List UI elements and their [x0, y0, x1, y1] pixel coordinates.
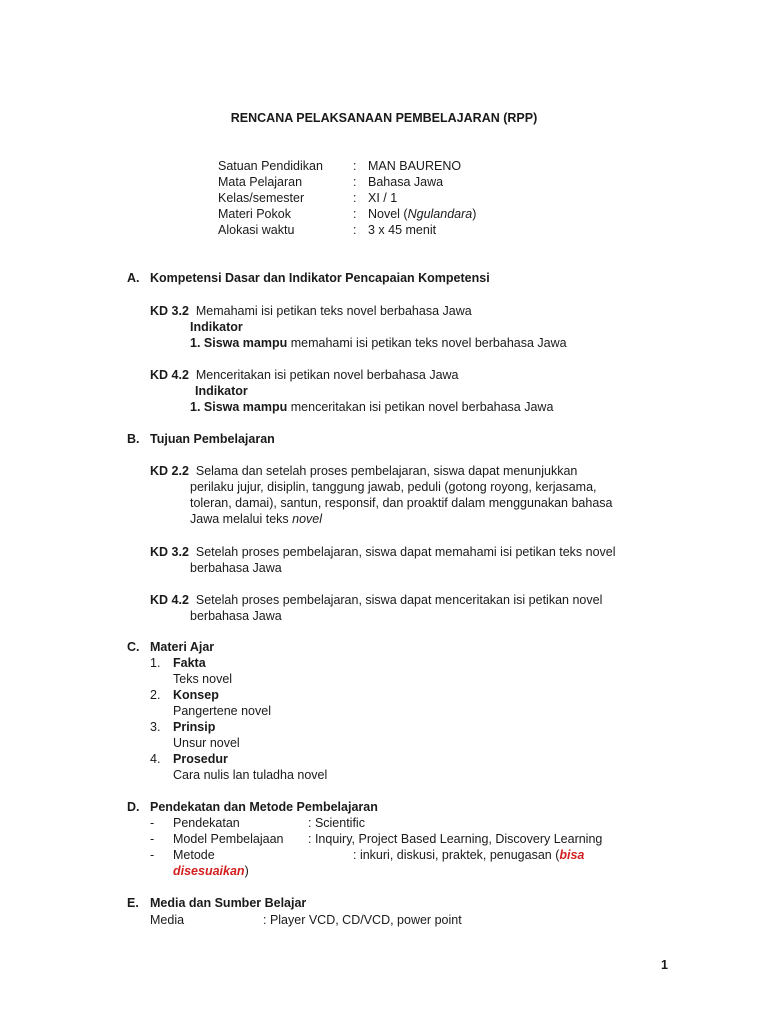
list-number: 2. — [150, 688, 161, 702]
kd-line: KD 2.2 Selama dan setelah proses pembelajaran, siswa dapat menunjukkan — [150, 464, 578, 478]
identity-label: Alokasi waktu — [218, 223, 295, 237]
identity-value: Bahasa Jawa — [368, 175, 444, 189]
identity-value: Novel (Ngulandara) — [368, 207, 477, 221]
method-value: : inkuri, diskusi, praktek, penugasan (bisa — [353, 848, 585, 862]
kd-continuation: toleran, damai), santun, responsif, dan proaktif dalam menggunakan bahasa — [190, 496, 613, 510]
dash-bullet: - — [150, 848, 155, 862]
list-item-desc: Teks novel — [173, 672, 233, 686]
dash-bullet: - — [150, 832, 155, 846]
identity-label: Materi Pokok — [218, 207, 291, 221]
model-label: Model Pembelajaan — [173, 832, 284, 846]
list-item-desc: Cara nulis lan tuladha novel — [173, 768, 328, 782]
identity-label: Satuan Pendidikan — [218, 159, 323, 173]
section-letter: E. — [127, 896, 139, 910]
identity-colon: : — [353, 175, 357, 189]
document-title: RENCANA PELAKSANAAN PEMBELAJARAN (RPP) — [230, 111, 538, 125]
identity-colon: : — [353, 207, 357, 221]
kd-continuation: berbahasa Jawa — [190, 609, 282, 623]
approach-value: : Scientific — [308, 816, 365, 830]
indicator-item: 1. Siswa mampu menceritakan isi petikan novel berbahasa Jawa — [190, 400, 554, 414]
media-value: : Player VCD, CD/VCD, power point — [263, 913, 462, 927]
identity-colon: : — [353, 223, 357, 237]
method-value-cont: disesuaikan) — [173, 864, 249, 878]
approach-label: Pendekatan — [173, 816, 240, 830]
identity-value: MAN BAURENO — [368, 159, 462, 173]
dash-bullet: - — [150, 816, 155, 830]
section-heading: Tujuan Pembelajaran — [150, 432, 275, 446]
section-heading: Kompetensi Dasar dan Indikator Pencapaian Kompetensi — [150, 271, 490, 285]
list-number: 3. — [150, 720, 161, 734]
kd-line: KD 3.2 Memahami isi petikan teks novel berbahasa Jawa — [150, 304, 472, 318]
section-heading: Pendekatan dan Metode Pembelajaran — [150, 800, 378, 814]
list-item-title: Prinsip — [173, 720, 216, 734]
list-item-title: Konsep — [173, 688, 219, 702]
indicator-label: Indikator — [190, 320, 243, 334]
identity-value: 3 x 45 menit — [368, 223, 437, 237]
kd-continuation: berbahasa Jawa — [190, 561, 282, 575]
identity-colon: : — [353, 159, 357, 173]
list-item-desc: Pangertene novel — [173, 704, 271, 718]
list-number: 1. — [150, 656, 161, 670]
page-number: 1 — [661, 958, 668, 972]
method-label: Metode — [173, 848, 215, 862]
identity-value: XI / 1 — [368, 191, 398, 205]
section-letter: B. — [127, 432, 140, 446]
kd-line: KD 4.2 Menceritakan isi petikan novel berbahasa Jawa — [150, 368, 459, 382]
list-item-title: Prosedur — [173, 752, 228, 766]
list-item-title: Fakta — [173, 656, 206, 670]
identity-colon: : — [353, 191, 357, 205]
indicator-item: 1. Siswa mampu memahami isi petikan teks novel berbahasa Jawa — [190, 336, 567, 350]
section-heading: Materi Ajar — [150, 640, 215, 654]
indicator-label: Indikator — [195, 384, 248, 398]
kd-continuation: perilaku jujur, disiplin, tanggung jawab, peduli (gotong royong, kerjasama, — [190, 480, 597, 494]
section-letter: D. — [127, 800, 140, 814]
kd-continuation: Jawa melalui teks novel — [190, 512, 323, 526]
kd-line: KD 4.2 Setelah proses pembelajaran, siswa dapat menceritakan isi petikan novel — [150, 593, 603, 607]
identity-label: Kelas/semester — [218, 191, 305, 205]
model-value: : Inquiry, Project Based Learning, Discovery Learning — [308, 832, 603, 846]
kd-line: KD 3.2 Setelah proses pembelajaran, siswa dapat memahami isi petikan teks novel — [150, 545, 616, 559]
identity-label: Mata Pelajaran — [218, 175, 303, 189]
media-label: Media — [150, 913, 185, 927]
list-item-desc: Unsur novel — [173, 736, 240, 750]
section-letter: A. — [127, 271, 140, 285]
section-heading: Media dan Sumber Belajar — [150, 896, 307, 910]
list-number: 4. — [150, 752, 161, 766]
section-letter: C. — [127, 640, 140, 654]
